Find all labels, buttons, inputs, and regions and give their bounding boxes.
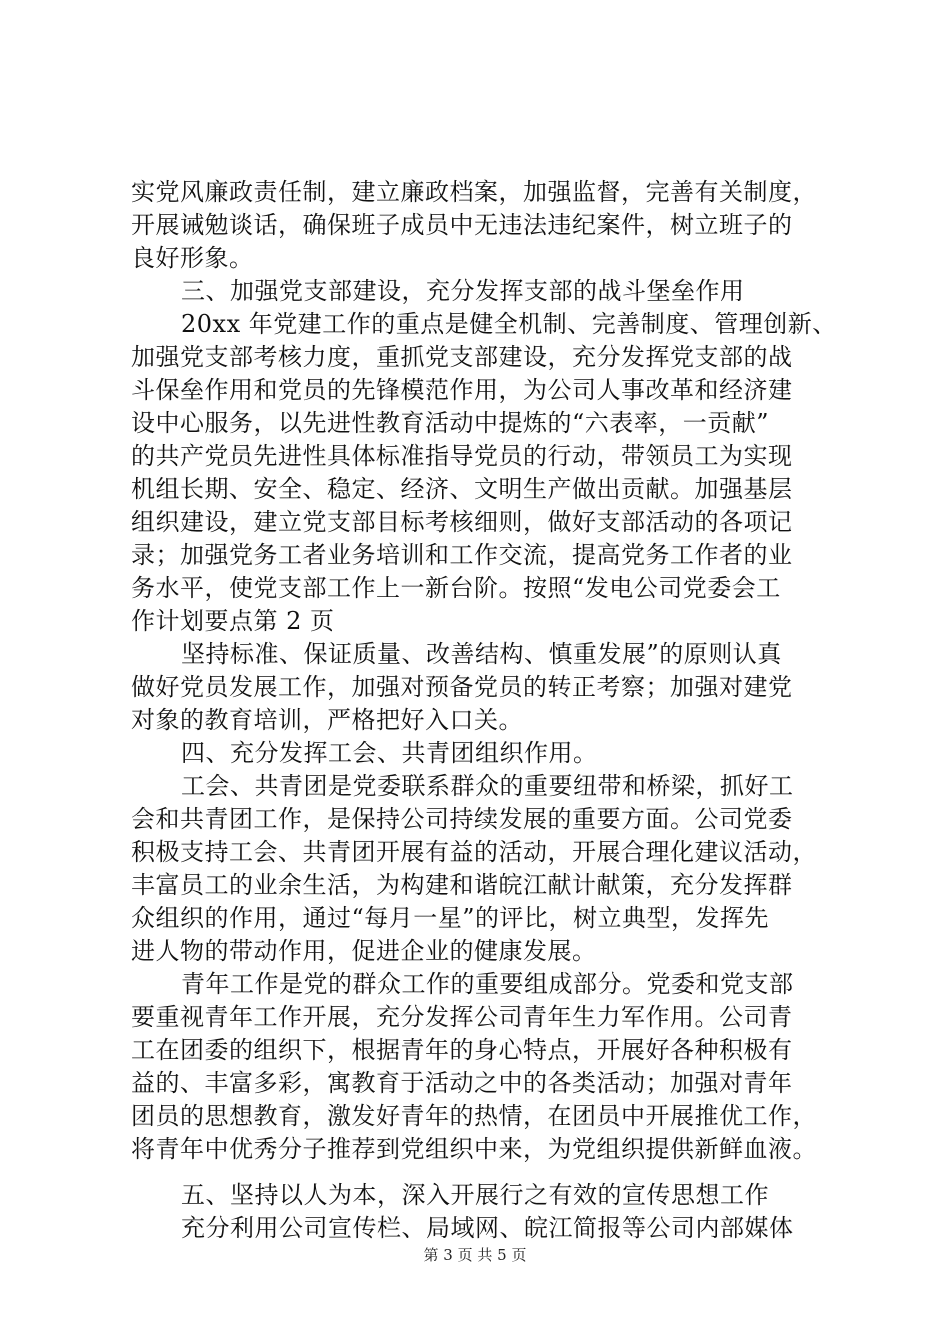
- text-line: 会和共青团工作，是保持公司持续发展的重要方面。公司党委: [131, 805, 793, 833]
- text-line: 开展诫勉谈话，确保班子成员中无违法违纪案件，树立班子的: [131, 211, 793, 239]
- text-line: 20xx 年党建工作的重点是健全机制、完善制度、管理创新、: [181, 310, 837, 338]
- section-heading: 五、坚持以人为本，深入开展行之有效的宣传思想工作: [181, 1181, 769, 1209]
- text-line: 机组长期、安全、稳定、经济、文明生产做出贡献。加强基层: [131, 475, 793, 503]
- section-heading: 三、加强党支部建设，充分发挥支部的战斗堡垒作用: [181, 277, 745, 305]
- text-line: 将青年中优秀分子推荐到党组织中来，为党组织提供新鲜血液。: [131, 1135, 817, 1163]
- page-footer: 第 3 页 共 5 页: [423, 1246, 527, 1264]
- text-line: 加强党支部考核力度，重抓党支部建设，充分发挥党支部的战: [131, 343, 793, 371]
- text-line: 良好形象。: [131, 244, 254, 272]
- text-line: 的共产党员先进性具体标准指导党员的行动，带领员工为实现: [131, 442, 793, 470]
- text-line: 录；加强党务工者业务培训和工作交流，提高党务工作者的业: [131, 541, 793, 569]
- section-heading: 四、充分发挥工会、共青团组织作用。: [181, 739, 598, 767]
- text-line: 积极支持工会、共青团开展有益的活动，开展合理化建议活动，: [131, 838, 817, 866]
- text-line: 对象的教育培训，严格把好入口关。: [131, 706, 523, 734]
- text-line: 设中心服务，以先进性教育活动中提炼的“六表率，一贡献”: [131, 409, 770, 437]
- text-line: 益的、丰富多彩，寓教育于活动之中的各类活动；加强对青年: [131, 1069, 793, 1097]
- text-line: 要重视青年工作开展，充分发挥公司青年生力军作用。公司青: [131, 1003, 793, 1031]
- text-line: 实党风廉政责任制，建立廉政档案，加强监督，完善有关制度，: [131, 178, 817, 206]
- text-line: 斗保垒作用和党员的先锋模范作用，为公司人事改革和经济建: [131, 376, 793, 404]
- text-line: 务水平，使党支部工作上一新台阶。按照“发电公司党委会工: [131, 574, 781, 602]
- text-line: 团员的思想教育，激发好青年的热情，在团员中开展推优工作，: [131, 1102, 817, 1130]
- text-line: 工在团委的组织下，根据青年的身心特点，开展好各种积极有: [131, 1036, 793, 1064]
- text-line: 众组织的作用，通过“每月一星”的评比，树立典型，发挥先: [131, 904, 770, 932]
- text-line: 作计划要点第 2 页: [131, 607, 335, 635]
- text-line: 组织建设，建立党支部目标考核细则，做好支部活动的各项记: [131, 508, 793, 536]
- text-line: 青年工作是党的群众工作的重要组成部分。党委和党支部: [181, 970, 794, 998]
- text-line: 进人物的带动作用，促进企业的健康发展。: [131, 937, 597, 965]
- text-line: 坚持标准、保证质量、改善结构、慎重发展”的原则认真: [181, 640, 782, 668]
- text-line: 丰富员工的业余生活，为构建和谐皖江献计献策，充分发挥群: [131, 871, 793, 899]
- text-line: 工会、共青团是党委联系群众的重要纽带和桥梁，抓好工: [181, 772, 794, 800]
- text-line: 充分利用公司宣传栏、局域网、皖江简报等公司内部媒体: [181, 1214, 794, 1242]
- text-line: 做好党员发展工作，加强对预备党员的转正考察；加强对建党: [131, 673, 793, 701]
